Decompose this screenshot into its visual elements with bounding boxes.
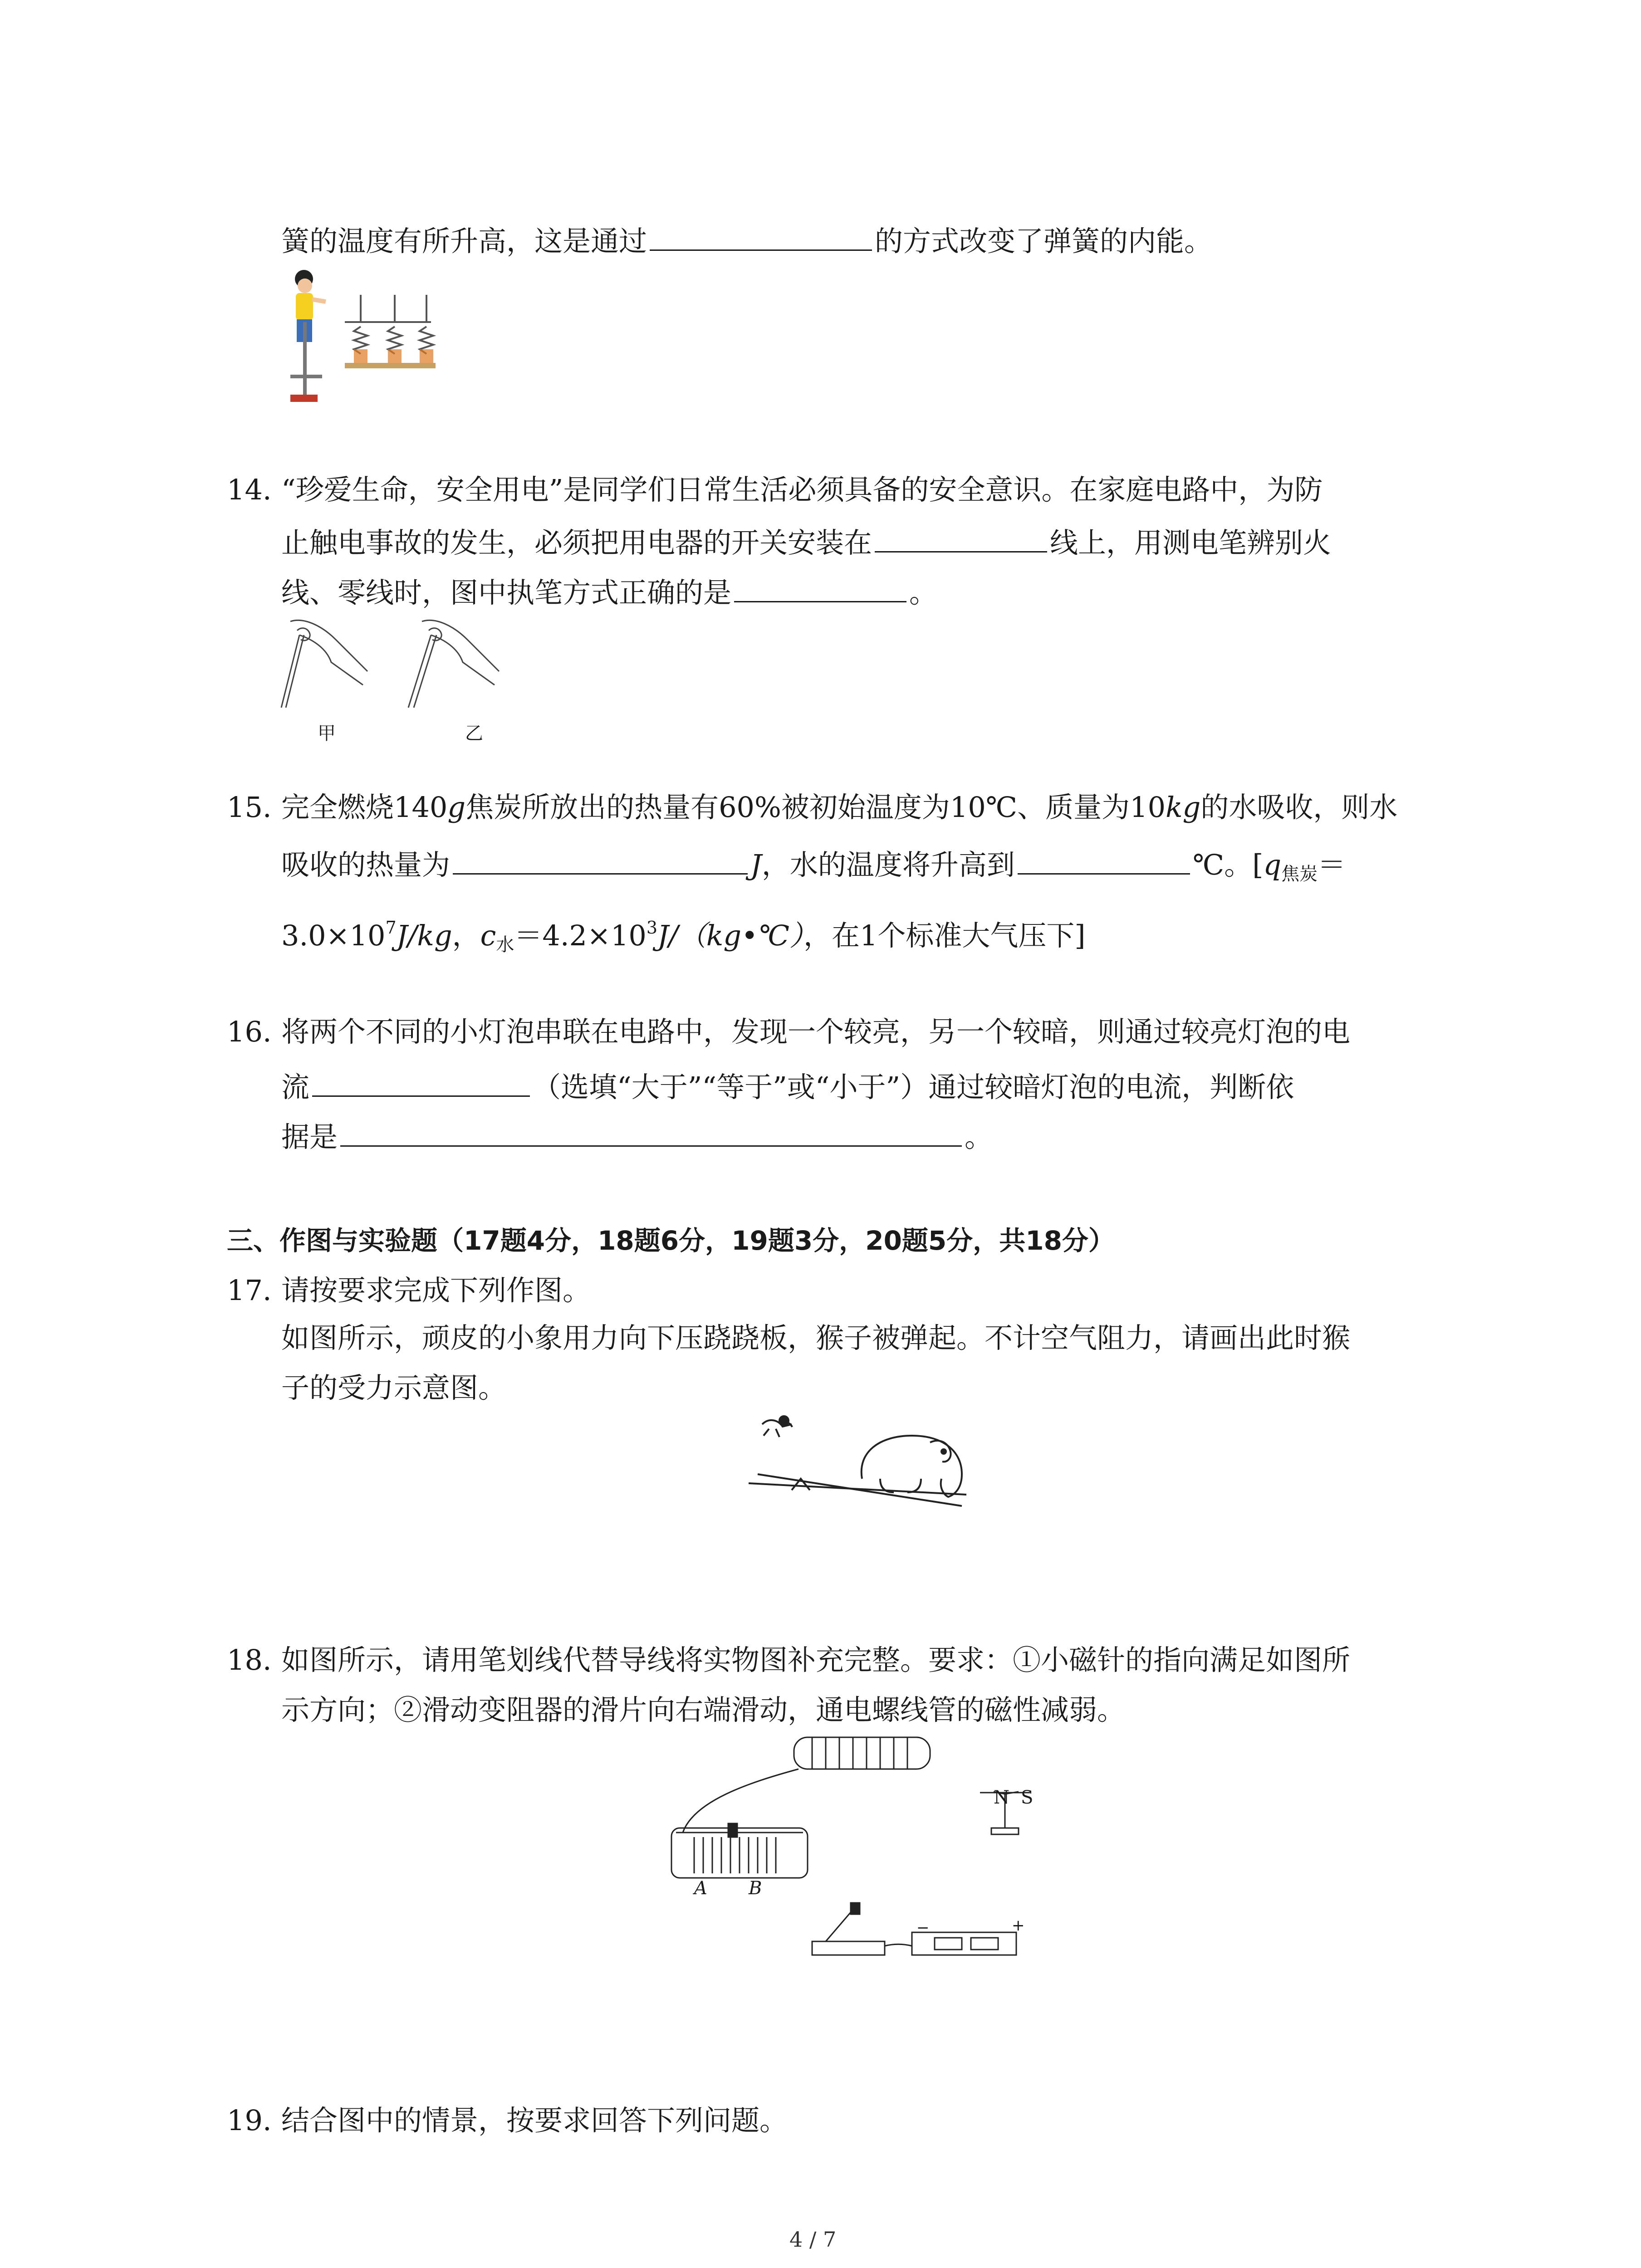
q15-percent: 60% (719, 791, 781, 824)
q15-blank-heat[interactable] (453, 846, 748, 875)
q15-unit-Jkg: J/kg (396, 919, 452, 952)
q13-answer-blank[interactable] (650, 222, 872, 251)
q15-unit-J: J (750, 848, 762, 881)
q13-tail-line (281, 222, 1212, 257)
q15-water-mass: 10 (1130, 791, 1166, 824)
q16-blank-1[interactable] (312, 1068, 530, 1097)
q15-l1-b: 焦炭所放出的热量有 (465, 791, 719, 824)
q15-l3-d: ＝4.2×10 (514, 919, 647, 952)
page-number: 4 / 7 (789, 2227, 837, 2252)
q15-unit-kg: kg (1166, 791, 1201, 824)
q17-line-1: 请按要求完成下列作图。 (281, 1274, 591, 1307)
q14-line2-text-a: 止触电事故的发生，必须把用电器的开关安装在 (281, 526, 872, 559)
q17-line-2: 如图所示，顽皮的小象用力向下压跷跷板，猴子被弹起。不计空气阻力，请画出此时猴 (281, 1321, 1351, 1354)
q16-line-1: 将两个不同的小灯泡串联在电路中，发现一个较亮，另一个较暗，则通过较亮灯泡的电 (281, 1015, 1351, 1048)
q16-number: 16. (227, 1015, 272, 1048)
q16-l3-b: 。 (965, 1120, 993, 1154)
q14-number: 14. (227, 473, 272, 506)
q15-l2-c: ℃。[ (1192, 848, 1264, 881)
q15-number: 15. (227, 791, 272, 824)
q14-line-1: “珍爱生命，安全用电”是同学们日常生活必须具备的安全意识。在家庭电路中，为防 (281, 473, 1323, 506)
q15-l3-e: ，在1个标准大气压下] (803, 919, 1086, 952)
q14-blank-2[interactable] (734, 574, 906, 602)
label-B: B (749, 1878, 762, 1899)
switch (812, 1941, 885, 1955)
q15-unit-specific-heat: J/（kg•℃） (657, 919, 803, 952)
q15-exp-3: 3 (646, 918, 658, 938)
q15-l2-b: ，水的温度将升高到 (761, 848, 1015, 881)
q14-line3-text-b: 。 (909, 576, 938, 609)
q15-l1-e: 的水吸收，则水 (1200, 791, 1398, 824)
q15-q-symbol: q (1263, 848, 1282, 881)
q14-line2-text-b: 线上，用测电笔辨别火 (1050, 526, 1332, 559)
q13-text-2: 的方式改变了弹簧的内能。 (875, 225, 1213, 258)
label-plus: + (1012, 1916, 1025, 1935)
q15-l3-b: ， (452, 919, 480, 952)
q15-q-subscript: 焦炭 (1281, 864, 1318, 885)
solenoid (794, 1737, 930, 1769)
q17-line-3: 子的受力示意图。 (281, 1371, 507, 1404)
q16-l2-b: （选填“大于”“等于”或“小于”）通过较暗灯泡的电流，判断依 (533, 1070, 1294, 1104)
q15-line-2 (281, 846, 1346, 890)
q15-equals: ＝ (1318, 848, 1346, 881)
q15-c-symbol: c (480, 919, 496, 952)
q14-line3-text-a: 线、零线时，图中执笔方式正确的是 (281, 576, 732, 609)
test-pen-hands-figure (272, 617, 535, 721)
section-3-title: 三、作图与实验题（17题4分，18题6分，19题3分，20题5分，共18分） (227, 1225, 1115, 1256)
label-A: A (694, 1878, 707, 1899)
q16-blank-2[interactable] (340, 1118, 962, 1147)
caption-yi: 乙 (465, 723, 483, 744)
q18-line-1: 如图所示，请用笔划线代替导线将实物图补充完整。要求：①小磁针的指向满足如图所 (281, 1643, 1351, 1677)
q15-c-subscript: 水 (496, 934, 514, 955)
q15-exp-7: 7 (385, 918, 397, 938)
label-minus: − (916, 1919, 930, 1937)
q19-number: 19. (227, 2104, 272, 2137)
q15-unit-g: g (447, 791, 466, 824)
pogo-stick-figure (277, 268, 458, 417)
q15-mass: 140 (394, 791, 448, 824)
q15-initial-temp: 10℃ (950, 791, 1018, 824)
label-N: N (994, 1787, 1009, 1808)
q15-l1-d: 、质量为 (1017, 791, 1130, 824)
q15-l3-a: 3.0×10 (281, 919, 386, 952)
q14-line-2 (281, 524, 1331, 559)
q15-l1-c: 被初始温度为 (781, 791, 950, 824)
label-S: S (1021, 1787, 1034, 1808)
q15-line-1 (281, 792, 1397, 823)
q15-line-3 (281, 912, 1086, 961)
q16-line-3 (281, 1118, 993, 1153)
q13-text-1: 簧的温度有所升高，这是通过 (281, 225, 647, 258)
q14-blank-1[interactable] (875, 524, 1047, 552)
q15-l2-a: 吸收的热量为 (281, 848, 451, 881)
q15-l1-a: 完全燃烧 (281, 791, 394, 824)
q16-line-2 (281, 1068, 1294, 1103)
q18-line-2: 示方向；②滑动变阻器的滑片向右端滑动，通电螺线管的磁性减弱。 (281, 1693, 1126, 1726)
q16-l3-a: 据是 (281, 1120, 338, 1154)
q15-blank-temp[interactable] (1018, 846, 1190, 875)
q17-number: 17. (227, 1274, 272, 1307)
elephant-seesaw-figure (749, 1411, 994, 1515)
q18-number: 18. (227, 1643, 272, 1677)
q14-line-3 (281, 574, 937, 609)
q19-line-1: 结合图中的情景，按要求回答下列问题。 (281, 2104, 788, 2137)
q16-l2-a: 流 (281, 1070, 310, 1104)
caption-jia: 甲 (318, 723, 336, 744)
